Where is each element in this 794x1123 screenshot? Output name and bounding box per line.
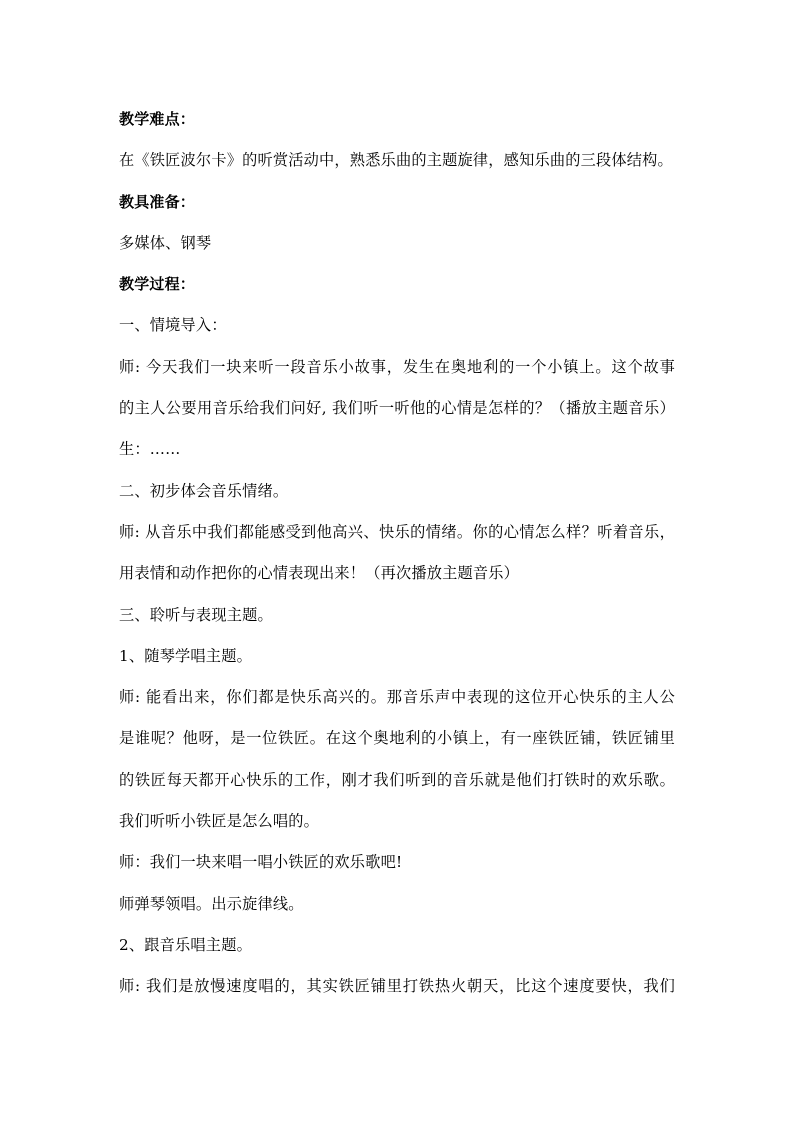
- section-1-title: 一、情境导入：: [119, 316, 227, 335]
- paragraph-line: 我们听听小铁匠是怎么唱的。: [119, 812, 320, 831]
- subsection-1-title: 1、随琴学唱主题。: [119, 646, 252, 665]
- paragraph-line: 的铁匠每天都开心快乐的工作，刚才我们听到的音乐就是他们打铁时的欢乐歌。: [119, 770, 675, 789]
- paragraph-line: 师: 今天我们一块来听一段音乐小故事，发生在奥地利的一个小镇上。这个故事: [119, 357, 675, 376]
- paragraph-line: 师：我们一块来唱一唱小铁匠的欢乐歌吧!: [119, 853, 403, 872]
- heading-teaching-difficulty: 教学难点：: [119, 110, 196, 128]
- paragraph-difficulty: 在《铁匠波尔卡》的听赏活动中，熟悉乐曲的主题旋律，感知乐曲的三段体结构。: [119, 151, 673, 170]
- paragraph-line: 生：……: [119, 440, 181, 459]
- paragraph-aids: 多媒体、钢琴: [119, 233, 212, 252]
- subsection-2-title: 2、跟音乐唱主题。: [119, 935, 252, 954]
- section-2-title: 二、初步体会音乐情绪。: [119, 481, 289, 500]
- paragraph-line: 用表情和动作把你的心情表现出来！（再次播放主题音乐）: [119, 564, 520, 583]
- paragraph-line: 师: 从音乐中我们都能感受到他高兴、快乐的情绪。你的心情怎么样？听着音乐，: [119, 522, 675, 541]
- paragraph-line: 师弹琴领唱。出示旋律线。: [119, 894, 304, 913]
- heading-teaching-process: 教学过程：: [119, 275, 196, 294]
- document-body: [119, 104, 679, 1013]
- section-3-title: 三、聆听与表现主题。: [119, 605, 273, 624]
- paragraph-line: 的主人公要用音乐给我们问好, 我们听一听他的心情是怎样的？（播放主题音乐）: [119, 399, 675, 418]
- heading-teaching-aids: 教具准备：: [119, 192, 196, 211]
- paragraph-line: 师: 我们是放慢速度唱的，其实铁匠铺里打铁热火朝天，比这个速度要快，我们: [119, 977, 675, 996]
- paragraph-line: 是谁呢？他呀，是一位铁匠。在这个奥地利的小镇上，有一座铁匠铺，铁匠铺里: [119, 729, 675, 748]
- paragraph-line: 师: 能看出来，你们都是快乐高兴的。那音乐声中表现的这位开心快乐的主人公: [119, 688, 675, 707]
